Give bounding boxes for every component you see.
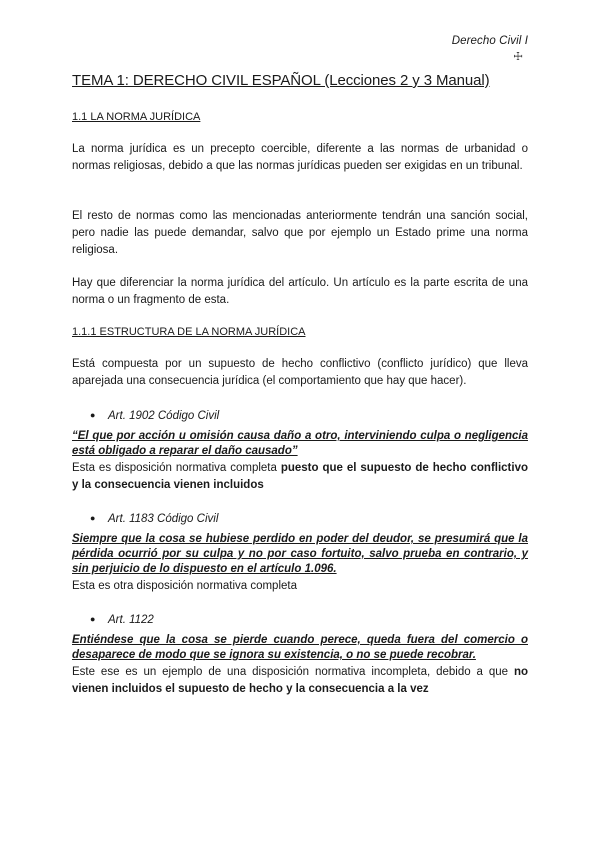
article-quote-1902: “El que por acción u omisión causa daño a otro, interviniendo culpa o negligencia está obligado a reparar el daño causado” bbox=[72, 430, 528, 457]
running-header: Derecho Civil I bbox=[451, 35, 528, 47]
section-heading-1-1-1: 1.1.1 ESTRUCTURA DE LA NORMA JURÍDICA bbox=[72, 326, 306, 338]
bullet-icon: ● bbox=[90, 410, 96, 420]
article-label-1902: ● Art. 1902 Código Civil bbox=[90, 410, 220, 422]
article-note-1902: Esta es disposición normativa completa puesto que el supuesto de hecho conflictivo y la consecuencia vienen incluidos bbox=[72, 462, 529, 491]
paragraph-article: Hay que diferenciar la norma jurídica del artículo. Un artículo es la parte escrita de una norma o un fragmento de esta. bbox=[72, 277, 528, 306]
article-label-1122: ● Art. 1122 bbox=[90, 614, 154, 626]
paragraph-other-norms: El resto de normas como las mencionadas anteriormente tendrán una sanción social, pero nadie las puede demandar, salvo que por ejemplo un Estado prime una norma religiosa. bbox=[72, 210, 528, 256]
page-title: TEMA 1: DERECHO CIVIL ESPAÑOL (Lecciones 2 y 3 Manual) bbox=[72, 72, 490, 89]
cross-icon: ☩ bbox=[513, 51, 523, 63]
article-quote-1122: Entiéndese que la cosa se pierde cuando perece, queda fuera del comercio o desaparece de modo que se ignora su existencia, o no se puede recobrar. bbox=[72, 634, 528, 661]
article-note-1122: Este ese es un ejemplo de una disposición normativa incompleta, debido a que no vienen incluidos el supuesto de hecho y la consecuencia a la vez bbox=[72, 666, 528, 695]
article-quote-1183: Siempre que la cosa se hubiese perdido en poder del deudor, se presumirá que la pérdida ocurrió por su culpa y no por caso fortuito, salvo prueba en contrario, y sin perjuicio de lo dispuesto en el artículo 1.096. bbox=[72, 533, 528, 575]
paragraph-structure: Está compuesta por un supuesto de hecho conflictivo (conflicto jurídico) que lleva aparejada una consecuencia jurídica (el comportamiento que hay que hacer). bbox=[72, 358, 528, 387]
bullet-icon: ● bbox=[90, 513, 96, 523]
bullet-icon: ● bbox=[90, 614, 96, 624]
paragraph-definition: La norma jurídica es un precepto coercible, diferente a las normas de urbanidad o normas religiosas, debido a que las normas jurídicas pueden ser exigidas en un tribunal. bbox=[72, 143, 528, 172]
article-label-1183: ● Art. 1183 Código Civil bbox=[90, 513, 219, 525]
article-note-1183: Esta es otra disposición normativa completa bbox=[72, 580, 297, 592]
section-heading-1-1: 1.1 LA NORMA JURÍDICA bbox=[72, 111, 201, 123]
